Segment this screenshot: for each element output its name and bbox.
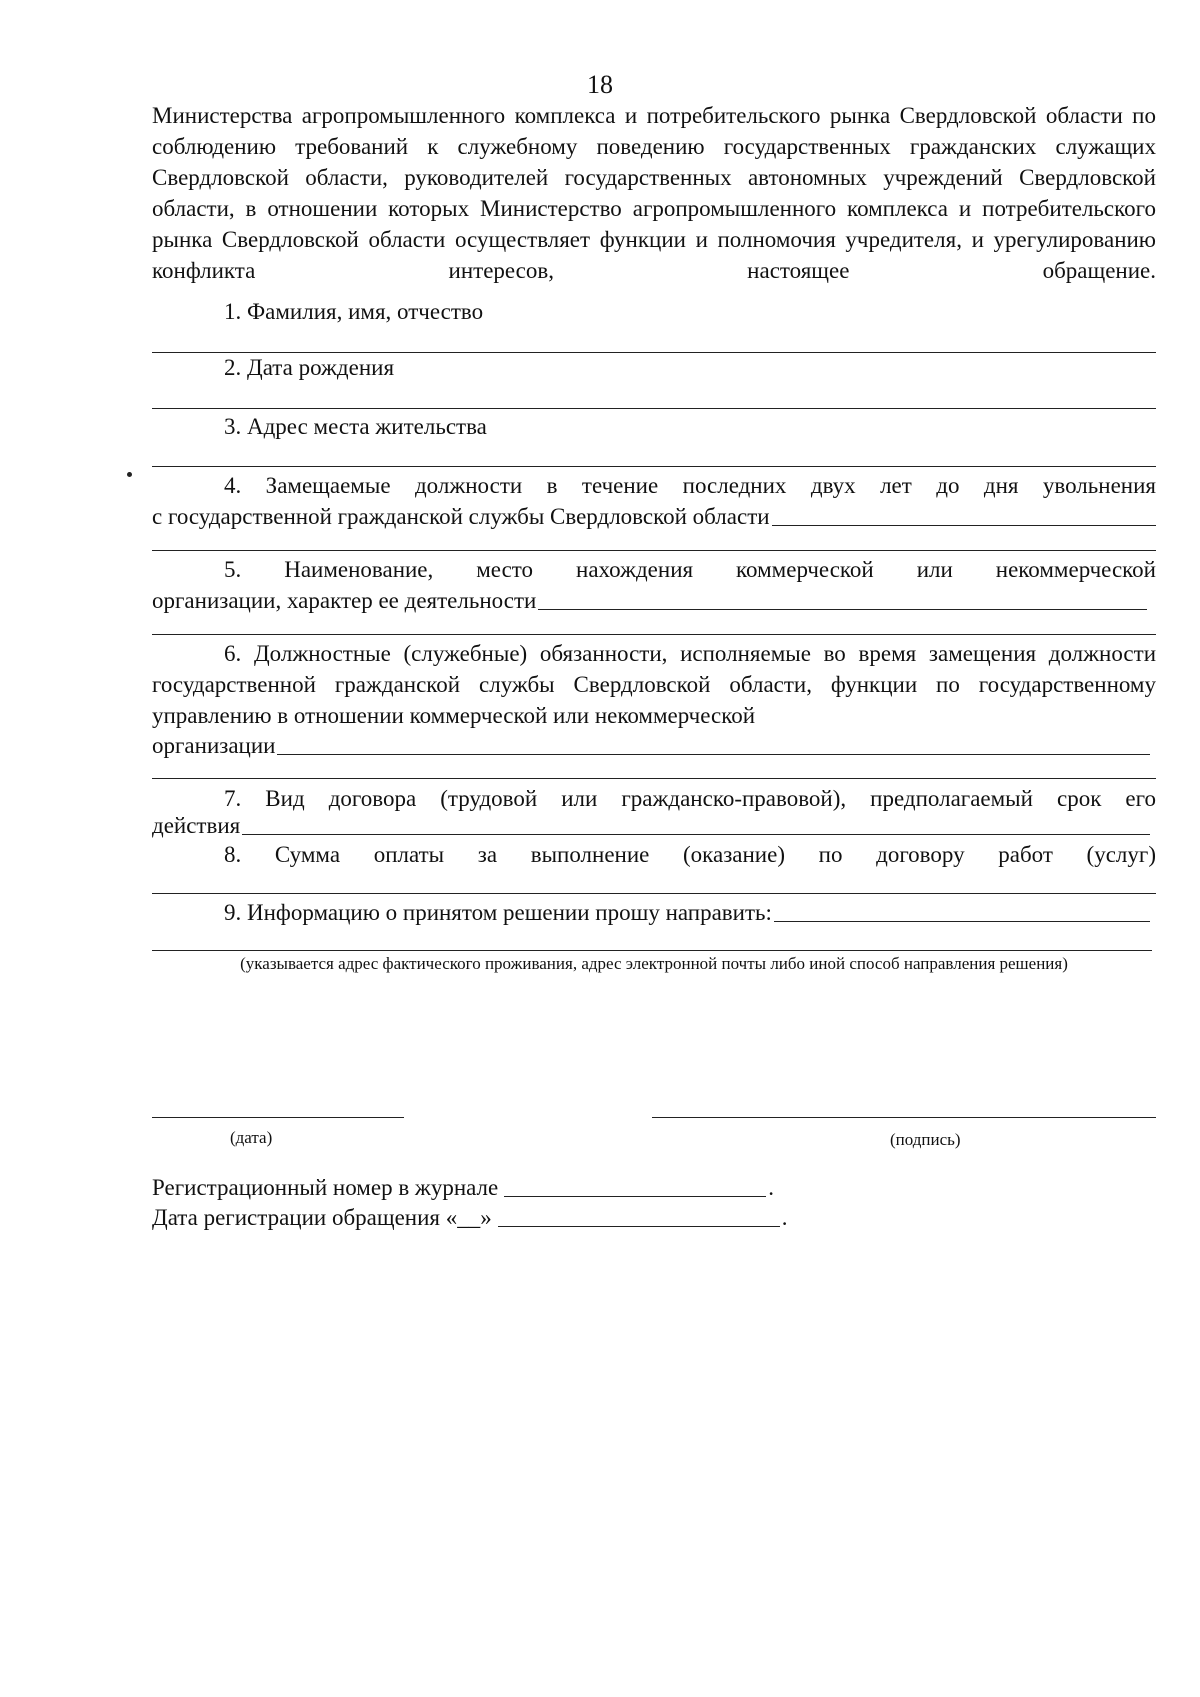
item-5-label: 5. Наименование, место нахождения коммерческой или некоммерческой xyxy=(224,557,1156,582)
page-number: 18 xyxy=(587,70,613,99)
item-4-label-cont: с государственной гражданской службы Свердловской области xyxy=(152,504,770,529)
item-5-line xyxy=(152,634,1156,635)
item-4-inline-line xyxy=(772,525,1156,526)
item-3-label: 3. Адрес места жительства xyxy=(224,414,487,439)
registration-date-label: Дата регистрации обращения «__» xyxy=(152,1205,492,1230)
registration-number-line xyxy=(504,1196,766,1197)
item-8-label: 8. Сумма оплаты за выполнение (оказание) по договору работ (услуг) xyxy=(224,842,1156,867)
item-6-inline-line xyxy=(277,754,1150,755)
registration-number-row: Регистрационный номер в журнале . xyxy=(152,1172,774,1203)
item-2-line xyxy=(152,408,1156,409)
scan-dot xyxy=(127,472,132,477)
item-4-fill-row xyxy=(152,501,1156,532)
item-4-line xyxy=(152,550,1156,551)
registration-date-line xyxy=(498,1226,780,1227)
item-5-inline-line xyxy=(538,609,1147,610)
item-3-line xyxy=(152,466,1156,467)
item-9-inline-line xyxy=(774,921,1150,922)
signature-label: (подпись) xyxy=(890,1130,961,1149)
item-7-label: 7. Вид договора (трудовой или гражданско-правовой), предполагаемый срок его xyxy=(224,786,1156,811)
item-6-line xyxy=(152,778,1156,779)
signature-line xyxy=(652,1117,1156,1118)
item-1-label: 1. Фамилия, имя, отчество xyxy=(224,299,484,324)
item-6-label-cont: организации xyxy=(152,733,276,758)
registration-number-label: Регистрационный номер в журнале xyxy=(152,1175,499,1200)
intro-paragraph: Министерства агропромышленного комплекса и потребительского рынка Свердловской области по соблюдению требований к служебному поведению государственных гражданских служащих Свердловской области, руководителей государственных автономных учреждений Свердловской области, в отношении которых Министерство агропромышленного комплекса и потребительского рынка Свердловской области осуществляет функции и полномочия учредителя, и урегулированию конфликта интересов, настоящее обращение. xyxy=(152,103,1156,283)
date-label: (дата) xyxy=(230,1128,273,1147)
item-7-label-cont: действия xyxy=(152,813,241,838)
item-9-line xyxy=(152,950,1152,951)
date-line xyxy=(152,1117,404,1118)
item-9-fill-row xyxy=(224,897,1150,928)
item-5-label-cont: организации, характер ее деятельности xyxy=(152,588,537,613)
item-9-label: 9. Информацию о принятом решении прошу направить: xyxy=(224,900,772,925)
address-note: (указывается адрес фактического проживания, адрес электронной почты либо иной способ направления решения) xyxy=(240,954,1068,973)
item-7-inline-line xyxy=(242,834,1150,835)
registration-date-row: Дата регистрации обращения «__» . xyxy=(152,1202,788,1233)
item-8-line xyxy=(152,893,1156,894)
item-2-label: 2. Дата рождения xyxy=(224,355,395,380)
item-6-label: 6. Должностные (служебные) обязанности, исполняемые во время замещения должности государственной гражданской службы Свердловской области, функции по государственному управлению в отношении коммерческой или некоммерческой xyxy=(152,641,1156,728)
item-4-label: 4. Замещаемые должности в течение последних двух лет до дня увольнения xyxy=(224,473,1156,498)
item-6-fill-row xyxy=(152,730,1150,761)
item-5-fill-row xyxy=(152,585,1147,616)
item-7-fill-row xyxy=(152,810,1150,841)
